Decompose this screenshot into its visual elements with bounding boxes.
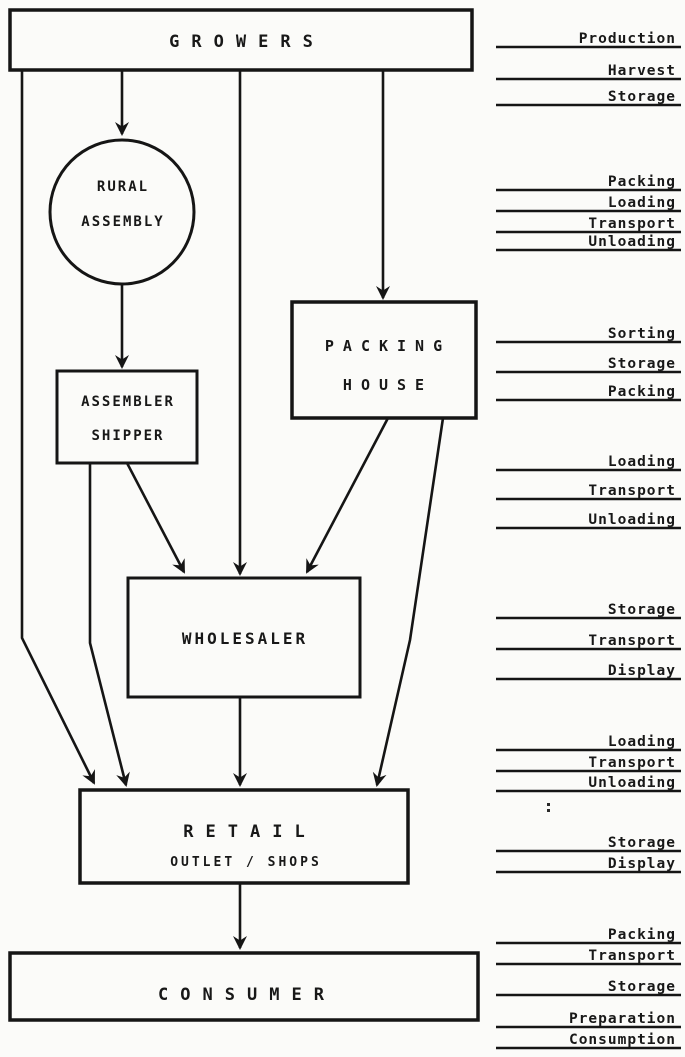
activity-row (496, 835, 681, 851)
activity-row (496, 602, 681, 618)
activity-label: Transport (588, 633, 676, 649)
activity-row (496, 633, 681, 649)
activity-row (496, 927, 681, 943)
activity-row (496, 979, 681, 995)
activity-row (496, 775, 681, 791)
activity-row (496, 948, 681, 964)
activity-label: Transport (588, 948, 676, 964)
activity-row (496, 1032, 681, 1048)
activity-label: Sorting (607, 326, 676, 342)
node-growers (10, 10, 472, 70)
activity-row (496, 512, 681, 528)
activity-row (496, 483, 681, 499)
activity-label: Packing (607, 384, 676, 400)
rural-assembly-label-line2: ASSEMBLY (81, 214, 165, 230)
node-consumer (10, 953, 478, 1020)
activity-label: Display (607, 663, 676, 679)
wholesaler-label: WHOLESALER (181, 629, 309, 648)
activity-row (496, 174, 681, 190)
growers-label: GROWERS (169, 32, 325, 52)
node-assembler-shipper (57, 371, 197, 463)
edges (22, 70, 443, 948)
node-rural-assembly (50, 140, 194, 284)
activity-row (496, 454, 681, 470)
activity-label: Transport (588, 216, 676, 232)
assembler-shipper-label-line1: ASSEMBLER (81, 394, 175, 410)
rural-assembly-circle (50, 140, 194, 284)
packing-house-label-line2: HOUSE (342, 376, 434, 394)
activity-label: Storage (607, 979, 676, 995)
activity-label: Packing (607, 927, 676, 943)
activity-row (496, 856, 681, 872)
edge-assembler-shipper-wholesaler (127, 463, 184, 572)
activity-row (496, 356, 681, 372)
scan-artifact-colon (547, 803, 550, 812)
activity-label: Loading (607, 195, 676, 211)
activity-row (496, 326, 681, 342)
activity-label: Transport (588, 755, 676, 771)
activity-label: Packing (607, 174, 676, 190)
node-wholesaler (128, 578, 360, 697)
activity-label: Harvest (607, 63, 676, 79)
node-packing-house (292, 302, 476, 418)
edge-packing-house-retail (377, 418, 443, 785)
activity-label: Unloading (588, 234, 676, 250)
node-retail (80, 790, 408, 883)
activity-label: Loading (607, 454, 676, 470)
activity-label: Transport (588, 483, 676, 499)
edge-assembler-shipper-retail (90, 463, 126, 785)
edge-packing-house-wholesaler (307, 418, 388, 572)
retail-label-line1: RETAIL (183, 822, 317, 842)
activity-label: Unloading (588, 512, 676, 528)
activity-row (496, 195, 681, 211)
activity-row (496, 89, 681, 105)
activity-row (496, 734, 681, 750)
activity-row (496, 1011, 681, 1027)
activity-label: Unloading (588, 775, 676, 791)
activity-row (496, 234, 681, 250)
activity-row (496, 216, 681, 232)
activity-label: Storage (607, 835, 676, 851)
activity-list (496, 31, 681, 1048)
assembler-shipper-box (57, 371, 197, 463)
activity-row (496, 663, 681, 679)
activity-label: Storage (607, 602, 676, 618)
activity-label: Preparation (568, 1011, 676, 1027)
activity-label: Consumption (568, 1032, 676, 1048)
consumer-label: CONSUMER (158, 985, 336, 1005)
activity-label: Display (607, 856, 676, 872)
packing-house-box (292, 302, 476, 418)
activity-label: Loading (607, 734, 676, 750)
activity-row (496, 63, 681, 79)
activity-row (496, 384, 681, 400)
rural-assembly-label-line1: RURAL (96, 179, 150, 195)
activity-label: Storage (607, 89, 676, 105)
assembler-shipper-label-line2: SHIPPER (91, 428, 165, 444)
activity-label: Production (578, 31, 676, 47)
activity-row (496, 31, 681, 47)
retail-label-line2: OUTLET / SHOPS (170, 855, 322, 870)
activity-row (496, 755, 681, 771)
activity-label: Storage (607, 356, 676, 372)
packing-house-label-line1: PACKING (324, 337, 452, 355)
